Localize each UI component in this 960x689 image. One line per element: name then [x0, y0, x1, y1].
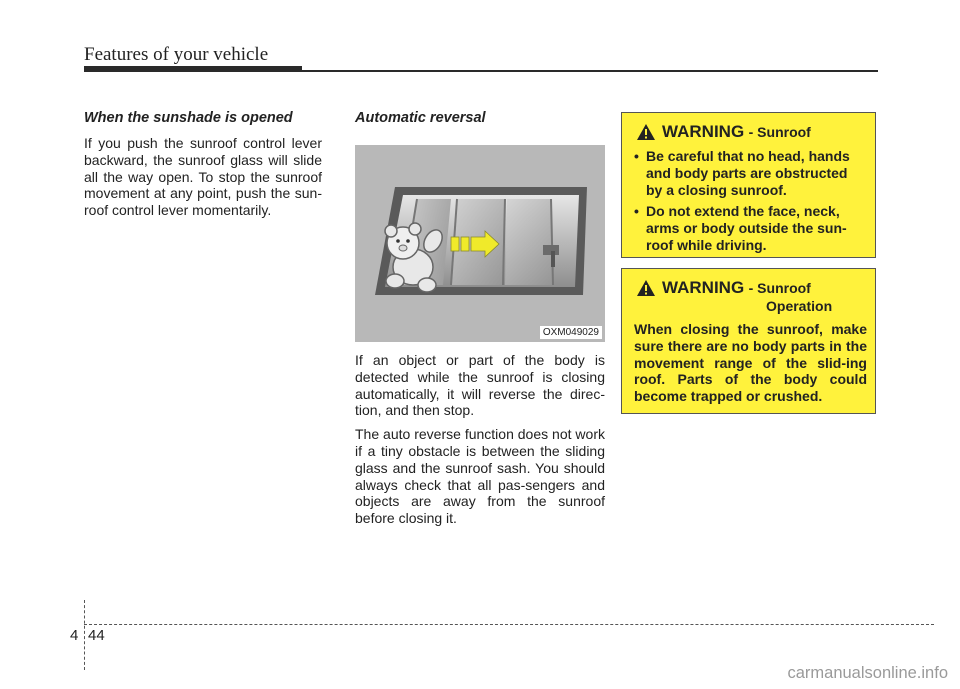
- warning-box-sunroof: [621, 112, 876, 258]
- page-number: 44: [88, 627, 105, 644]
- sunroof-drawing: [355, 145, 605, 342]
- warning-word: WARNING: [662, 278, 745, 297]
- figure-code: OXM049029: [540, 326, 602, 339]
- warning-subject: - Sunroof: [748, 280, 811, 296]
- sunroof-illustration: [355, 145, 605, 342]
- warning-triangle-icon: [636, 279, 656, 297]
- warning-subject-line2: Operation: [766, 298, 833, 314]
- warning-subject: - Sunroof: [748, 124, 811, 140]
- section-heading-auto-reversal: Automatic reversal: [355, 110, 486, 126]
- paragraph-auto-reversal-1: If an object or part of the body is detected while the sunroof is closing automatically, it will reverse the direc-tion, and then stop.: [355, 352, 605, 419]
- warning-header: [634, 123, 867, 142]
- warning-text: When closing the sunroof, make sure there are no body parts in the movement range of the slid-ing roof. Parts of the body could become trapped or crushed.: [634, 321, 867, 405]
- column-left: [84, 110, 322, 226]
- paragraph-auto-reversal-2: The auto reverse function does not work if a tiny obstacle is between the sliding glass and the sunroof sash. You should always check that all pas-sengers and objects are away from the sunroof before closing it.: [355, 426, 605, 527]
- warning-header: [634, 279, 867, 315]
- warning-box-sunroof-operation: [621, 268, 876, 414]
- warning-item: • Be careful that no head, hands and body parts are obstructed by a closing sunroof.: [634, 148, 850, 198]
- footer-divider: [84, 600, 85, 670]
- footer-rule: [84, 624, 934, 625]
- section-number: 4: [70, 627, 79, 644]
- paragraph-sunshade: If you push the sunroof control lever backward, the sunroof glass will slide all the way open. To stop the sunroof movement at any point, push the sun-roof control lever momentarily.: [84, 135, 322, 219]
- section-heading-sunshade: When the sunshade is opened: [84, 110, 293, 126]
- page-header-title: Features of your vehicle: [84, 44, 269, 65]
- header-rule: [84, 70, 878, 72]
- column-middle: [355, 110, 605, 534]
- warning-triangle-icon: [636, 123, 656, 141]
- warning-word: WARNING: [662, 122, 745, 141]
- warning-item: • Do not extend the face, neck, arms or body outside the sun-roof while driving.: [634, 203, 847, 253]
- watermark: carmanualsonline.info: [787, 664, 948, 682]
- warning-list: [634, 148, 867, 254]
